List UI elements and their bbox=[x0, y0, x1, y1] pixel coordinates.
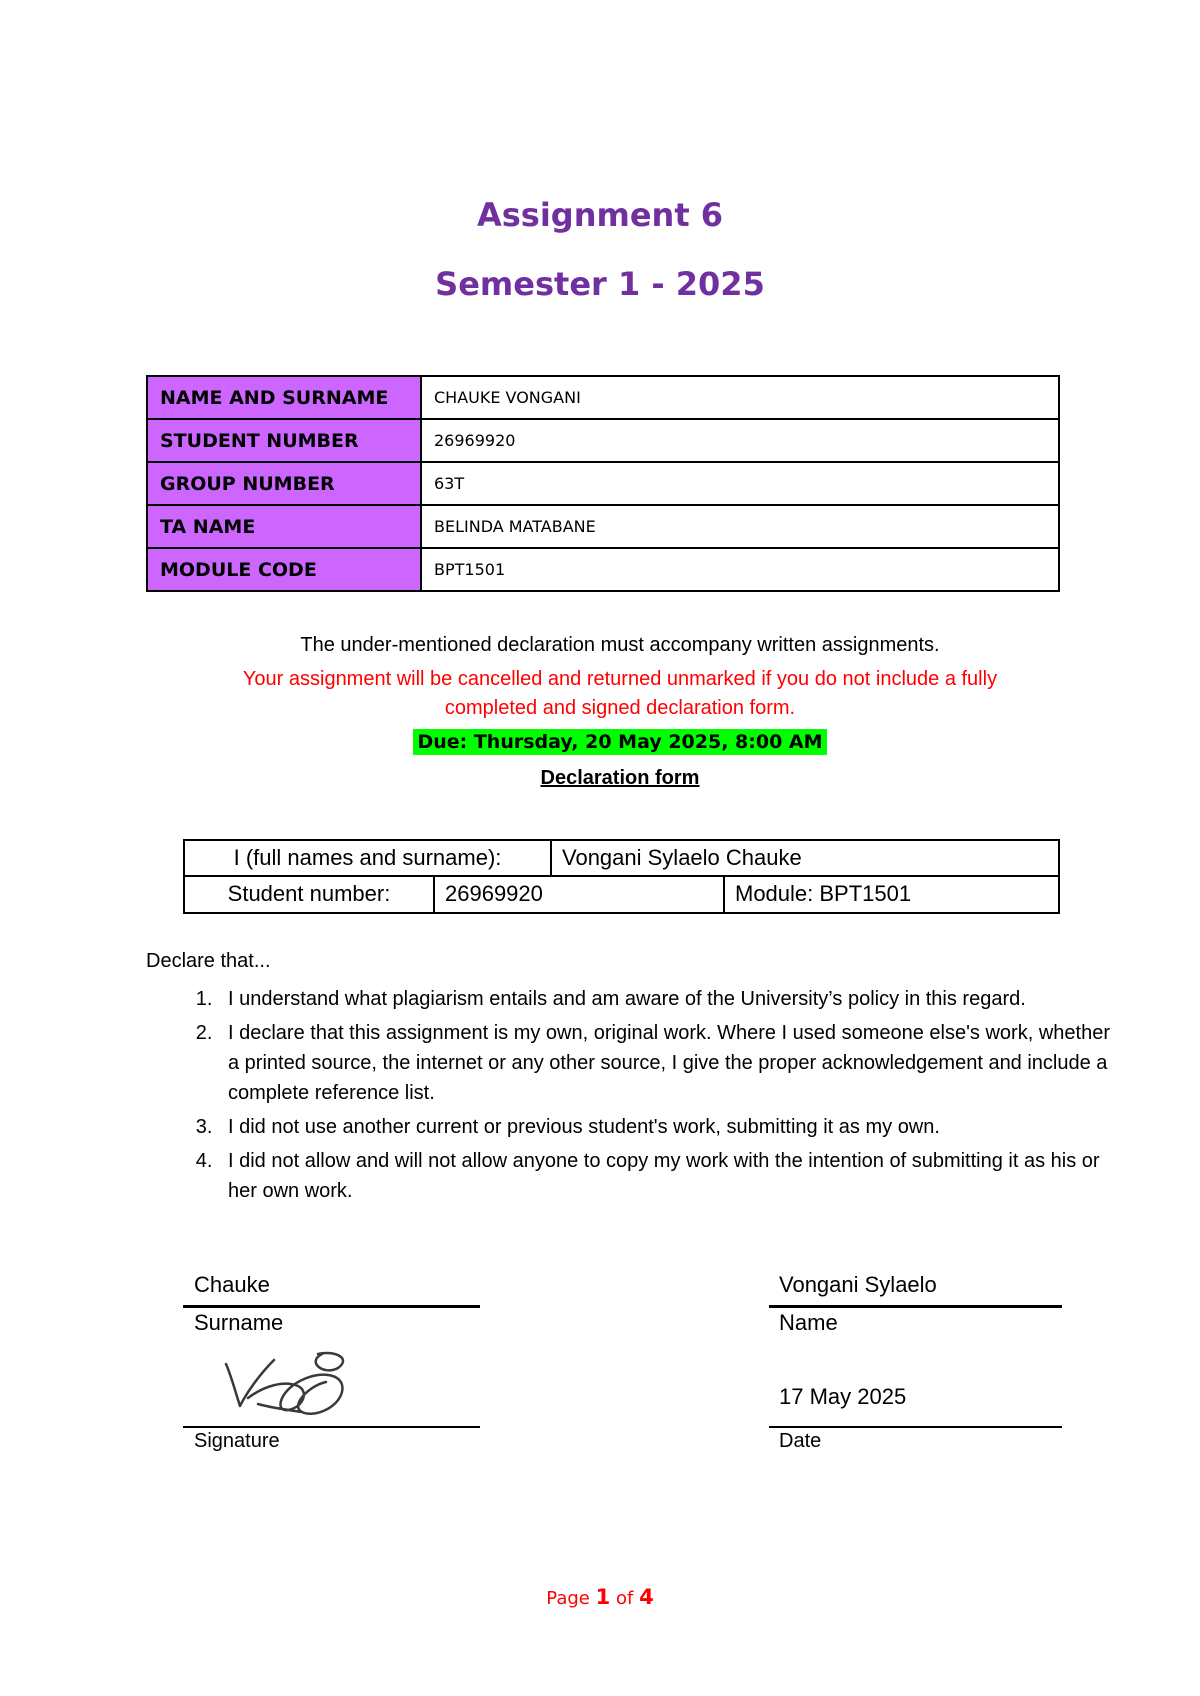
table-row bbox=[147, 548, 1059, 591]
list-item: 4. I did not allow and will not allow anyone to copy my work with the intention of submitting it as his or her own work. bbox=[218, 1146, 1118, 1206]
date-value: 17 May 2025 bbox=[779, 1384, 907, 1409]
table-row bbox=[147, 376, 1059, 419]
info-value: 63T bbox=[421, 462, 1059, 505]
date-label: Date bbox=[779, 1430, 822, 1452]
declaration-list bbox=[176, 984, 1118, 1210]
student-number-value: 26969920 bbox=[433, 875, 725, 914]
module-cell: Module: BPT1501 bbox=[723, 875, 1060, 914]
info-value: BPT1501 bbox=[421, 548, 1059, 591]
page-number: 1 bbox=[595, 1585, 611, 1609]
full-names-label: I (full names and surname): bbox=[183, 839, 552, 877]
page-word: Page bbox=[546, 1588, 590, 1609]
signature-image bbox=[218, 1346, 376, 1426]
info-value: BELINDA MATABANE bbox=[421, 505, 1059, 548]
student-info-table bbox=[146, 375, 1060, 592]
surname-rule bbox=[183, 1305, 480, 1308]
signature-label: Signature bbox=[194, 1430, 280, 1452]
info-value: CHAUKE VONGANI bbox=[421, 376, 1059, 419]
page-footer bbox=[0, 1585, 1200, 1609]
list-item: 3. I did not use another current or previous student's work, submitting it as my own. bbox=[218, 1112, 1118, 1142]
date-rule bbox=[769, 1426, 1062, 1428]
surname-label: Surname bbox=[194, 1310, 284, 1335]
name-rule bbox=[769, 1305, 1062, 1308]
warning-line-1: Your assignment will be cancelled and returned unmarked if you do not include a fully bbox=[242, 668, 998, 690]
page-total: 4 bbox=[639, 1585, 654, 1609]
signature-rule bbox=[183, 1426, 480, 1428]
info-label: STUDENT NUMBER bbox=[147, 419, 421, 462]
info-label: MODULE CODE bbox=[147, 548, 421, 591]
info-label: NAME AND SURNAME bbox=[147, 376, 421, 419]
list-item: 2. I declare that this assignment is my own, original work. Where I used someone else's work, whether a printed source, the internet or any other source, I give the proper acknowledgement and include a complete reference list. bbox=[218, 1018, 1118, 1108]
semester-title: Semester 1 - 2025 bbox=[435, 265, 765, 303]
warning-line-2: completed and signed declaration form. bbox=[444, 697, 796, 719]
info-label: GROUP NUMBER bbox=[147, 462, 421, 505]
list-item: 1. I understand what plagiarism entails and am aware of the University’s policy in this regard. bbox=[218, 984, 1118, 1014]
info-value: 26969920 bbox=[421, 419, 1059, 462]
due-date: Due: Thursday, 20 May 2025, 8:00 AM bbox=[413, 729, 826, 755]
surname-value: Chauke bbox=[194, 1272, 270, 1297]
student-number-label: Student number: bbox=[183, 875, 435, 914]
requirement-note: The under-mentioned declaration must accompany written assignments. bbox=[300, 634, 940, 656]
name-value: Vongani Sylaelo bbox=[779, 1272, 937, 1297]
assignment-title: Assignment 6 bbox=[476, 196, 724, 234]
info-label: TA NAME bbox=[147, 505, 421, 548]
form-title: Declaration form bbox=[540, 767, 700, 789]
table-row bbox=[147, 419, 1059, 462]
name-label: Name bbox=[779, 1310, 838, 1335]
full-names-value: Vongani Sylaelo Chauke bbox=[550, 839, 1060, 877]
due-line bbox=[0, 731, 1200, 754]
table-row bbox=[147, 462, 1059, 505]
table-row bbox=[147, 505, 1059, 548]
declare-intro: Declare that... bbox=[146, 950, 271, 972]
of-word: of bbox=[615, 1588, 634, 1609]
